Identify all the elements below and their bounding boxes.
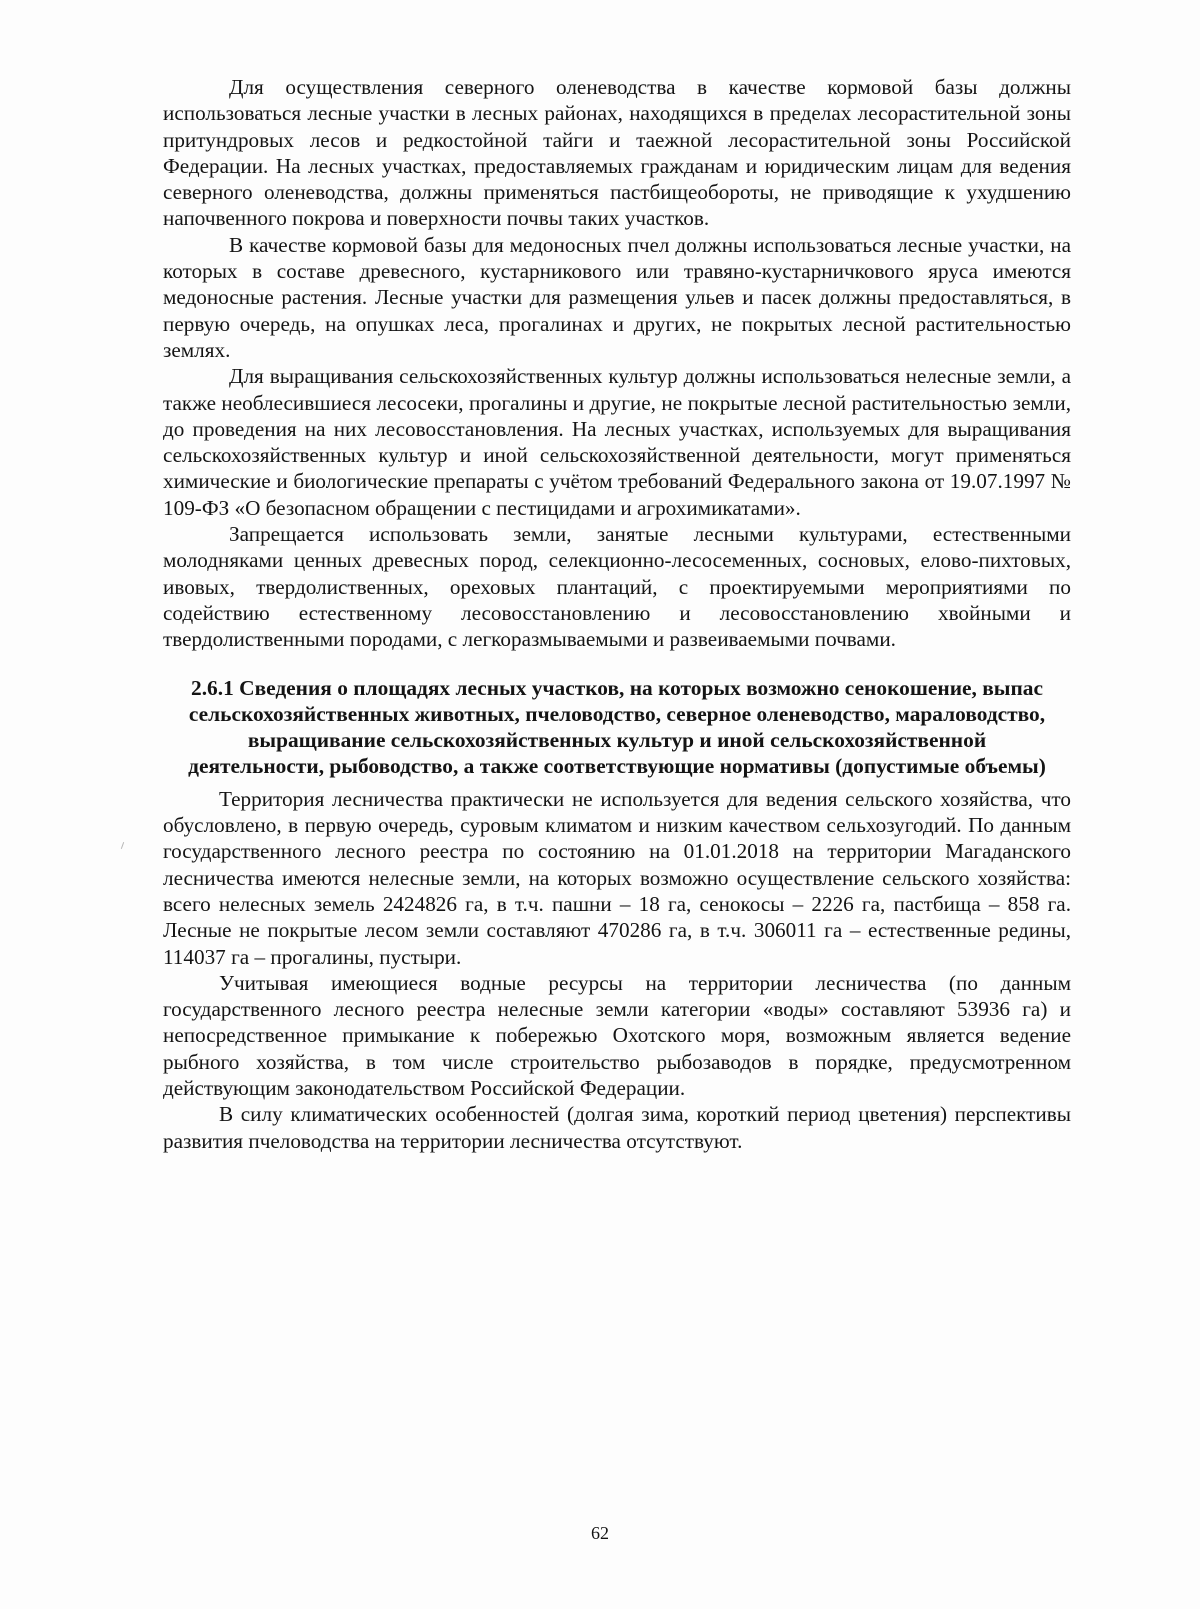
paragraph-beekeeping-prospects: В силу климатических особенностей (долгая зима, короткий период цветения) перспективы развития пчеловодства на территории лесничества отсутствуют. [163,1102,1071,1153]
paragraph-reindeer-herding: Для осуществления северного оленеводства в качестве кормовой базы должны использоваться лесные участки в лесных районах, находящихся в пределах лесорастительной зоны притундровых лесов и редкостойной тайги и таежной лесорастительной зоны Российской Федерации. На лесных участках, предоставляемых гражданам и юридическим лицам для ведения северного оленеводства, должны применяться пастбищеобороты, не приводящие к ухудшению напочвенного покрова и поверхности почвы таких участков. [163,75,1071,231]
paragraph-fisheries: Учитывая имеющиеся водные ресурсы на территории лесничества (по данным государственного лесного реестра нелесные земли категории «воды» составляют 53936 га) и непосредственное примыкание к побережью Охотского моря, возможным является ведение рыбного хозяйства, в том числе строительство рыбозаводов в порядке, предусмотренном действующим законодательством Российской Федерации. [163,970,1071,1100]
section-heading-2-6-1: 2.6.1 Сведения о площадях лесных участков, на которых возможно сенокошение, выпас сельскохозяйственных животных, пчеловодство, северное оленеводство, мараловодство, выращивание сельскохозяйственных культур и иной сельскохозяйственной деятельности, рыбоводство, а также соответствующие нормативы (допустимые объемы) [188,675,1046,779]
paragraph-agriculture-territory: Территория лесничества практически не используется для ведения сельского хозяйства, что обусловлено, в первую очередь, суровым климатом и низким качеством сельхозугодий. По данным государственного лесного реестра по состоянию на 01.01.2018 на территории Магаданского лесничества имеются нелесные земли, на которых возможно осуществление сельского хозяйства: всего нелесных земель 2424826 га, в т.ч. пашни – 18 га, сенокосы – 2226 га, пастбища – 858 га. Лесные не покрытые лесом земли составляют 470286 га, в т.ч. 306011 га – естественные редины, 114037 га – прогалины, пустыри. [163,786,1071,969]
page-content [163,74,1071,1154]
scan-artifact [121,842,124,849]
paragraph-crop-cultivation: Для выращивания сельскохозяйственных культур должны использоваться нелесные земли, а также необлесившиеся лесосеки, прогалины и другие, не покрытые лесной растительностью земли, до проведения на них лесовосстановления. На лесных участках, используемых для выращивания сельскохозяйственных культур и иной сельскохозяйственной деятельности, могут применяться химические и биологические препараты с учётом требований Федерального закона от 19.07.1997 № 109-ФЗ «О безопасном обращении с пестицидами и агрохимикатами». [163,364,1071,520]
paragraph-beekeeping-forage: В качестве кормовой базы для медоносных пчел должны использоваться лесные участки, на которых в составе древесного, кустарникового или травяно-кустарничкового яруса имеются медоносные растения. Лесные участки для размещения ульев и пасек должны предоставляться, в первую очередь, на опушках леса, прогалинах и других, не покрытых лесной растительностью землях. [163,232,1071,362]
page-number: 62 [591,1523,609,1543]
paragraph-prohibited-lands: Запрещается использовать земли, занятые лесными культурами, естественными молодняками ценных древесных пород, селекционно-лесосеменных, сосновых, елово-пихтовых, ивовых, твердолиственных, ореховых плантаций, с проектируемыми мероприятиями по содействию естественному лесовосстановлению и лесовосстановлению хвойными и твердолиственными породами, с легкоразмываемыми и развеиваемыми почвами. [163,522,1071,652]
